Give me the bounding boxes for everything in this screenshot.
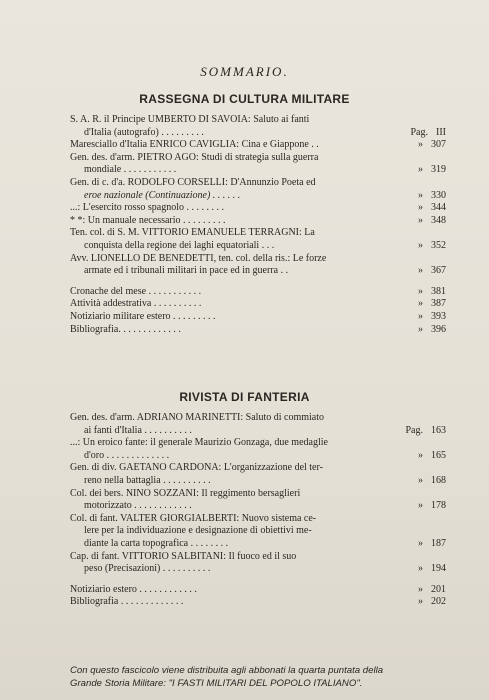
entry-line: Col. dei bers. NINO SOZZANI: Il reggimento bersaglieri: [70, 487, 301, 499]
toc-entry: [70, 596, 446, 609]
entry-line: ...: L'esercito rosso spagnolo . . . . . . . .: [70, 202, 225, 214]
entry-line: motorizzato . . . . . . . . . . . .: [84, 500, 192, 512]
entry-line: Gen. des. d'arm. ADRIANO MARINETTI: Saluto di commiato: [70, 412, 324, 423]
toc-entry: [70, 462, 446, 487]
entry-line: d'Italia (autografo) . . . . . . . . .: [84, 126, 204, 138]
entry-line: Notiziario estero . . . . . . . . . . . .: [70, 583, 197, 595]
toc-entry: [70, 298, 446, 311]
section-heading-rivista: RIVISTA DI FANTERIA: [179, 390, 310, 404]
entry-line: Bibliografia. . . . . . . . . . . . .: [70, 323, 181, 335]
page-prefix: »: [418, 139, 423, 151]
page-prefix: »: [418, 310, 423, 322]
toc-entry: [70, 437, 446, 462]
page-number: 396: [431, 323, 446, 335]
entry-line: conquista della regione dei laghi equatoriali . . .: [84, 239, 275, 251]
page-number: 202: [431, 596, 446, 608]
page-number: 201: [431, 583, 446, 595]
page-number: 387: [431, 298, 446, 310]
page-prefix: »: [418, 164, 423, 176]
entry-line: Bibliografia . . . . . . . . . . . . .: [70, 596, 184, 608]
page-number: 165: [431, 449, 446, 461]
entry-line: Notiziario militare estero . . . . . . . . .: [70, 310, 216, 322]
entry-line: mondiale . . . . . . . . . . .: [84, 164, 177, 176]
entry-line: ai fanti d'Italia . . . . . . . . . .: [84, 424, 192, 436]
toc-entry: [70, 215, 446, 228]
entry-line: Col. di fant. VALTER GIORGIALBERTI: Nuovo sistema ce-: [70, 512, 317, 524]
page-prefix: »: [418, 596, 423, 608]
page-prefix: »: [418, 537, 423, 549]
entry-line: Ten. col. di S. M. VITTORIO EMANUELE TERRAGNI: La: [70, 227, 315, 239]
page-prefix: Pag.: [405, 424, 423, 436]
page-number: 348: [431, 214, 446, 226]
toc-entry: [70, 227, 446, 252]
page-prefix: »: [418, 500, 423, 512]
entry-line: Gen. des. d'arm. PIETRO AGO: Studi di strategia sulla guerra: [70, 151, 319, 163]
page-prefix: »: [418, 265, 423, 277]
toc-entry: [70, 139, 446, 152]
page-number: 352: [431, 239, 446, 251]
page-number: 344: [431, 202, 446, 214]
entry-line: diante la carta topografica . . . . . . . .: [84, 537, 229, 549]
page-number: 367: [431, 265, 446, 277]
notice-line: Grande Storia Militare: "I FASTI MILITARI DEL POPOLO ITALIANO".: [70, 678, 363, 689]
distribution-notice: [70, 664, 450, 690]
page-prefix: »: [418, 298, 423, 310]
entry-line: d'oro . . . . . . . . . . . . .: [84, 449, 170, 461]
page-prefix: »: [418, 323, 423, 335]
toc-entry: [70, 202, 446, 215]
toc-entry: [70, 488, 446, 513]
entry-line: S. A. R. il Principe UMBERTO DI SAVOIA: Saluto ai fanti: [70, 114, 310, 125]
section-heading-rassegna: RASSEGNA DI CULTURA MILITARE: [139, 92, 350, 106]
entry-line: Gen. di c. d'a. RODOLFO CORSELLI: D'Annunzio Poeta ed: [70, 176, 316, 188]
toc-rivista: [70, 412, 446, 609]
entry-line: Gen. di div. GAETANO CARDONA: L'organizzazione del ter-: [70, 462, 323, 474]
page-number: 307: [431, 139, 446, 151]
toc-entry: [70, 177, 446, 202]
toc-entry: [70, 551, 446, 576]
page-title: SOMMARIO.: [200, 64, 289, 79]
page-number: 319: [431, 164, 446, 176]
page-prefix: »: [418, 239, 423, 251]
toc-rassegna: [70, 114, 446, 336]
page-prefix: »: [418, 285, 423, 297]
page-number: 163: [431, 424, 446, 436]
toc-entry: [70, 311, 446, 324]
page-prefix: »: [418, 474, 423, 486]
entry-line: eroe nazionale (Continuazione) . . . . . .: [84, 189, 241, 201]
page-prefix: »: [418, 202, 423, 214]
entry-line: armate ed i tribunali militari in pace ed in guerra . .: [84, 265, 289, 277]
page-number: 168: [431, 474, 446, 486]
toc-entry: [70, 152, 446, 177]
page-number: 187: [431, 537, 446, 549]
toc-entry: [70, 412, 446, 437]
entry-line: Attività addestrativa . . . . . . . . . .: [70, 298, 202, 310]
entry-line: reno nella battaglia . . . . . . . . . .: [84, 474, 211, 486]
entry-line: Avv. LIONELLO DE BENEDETTI, ten. col. della ris.: Le forze: [70, 252, 327, 264]
entry-line: lere per la individuazione e designazione di obiettivi me-: [84, 525, 312, 537]
page-prefix: Pag.: [410, 126, 428, 138]
entry-line: Cronache del mese . . . . . . . . . . .: [70, 285, 202, 297]
entry-line: Cap. di fant. VITTORIO SALBITANI: Il fuoco ed il suo: [70, 550, 297, 562]
page-number: 178: [431, 500, 446, 512]
page-number: 194: [431, 563, 446, 575]
page-prefix: »: [418, 583, 423, 595]
toc-entry: [70, 114, 446, 139]
entry-line: peso (Precisazioni) . . . . . . . . . .: [84, 563, 211, 575]
toc-entry: [70, 324, 446, 337]
page-prefix: »: [418, 189, 423, 201]
entry-line: * *: Un manuale necessario . . . . . . . . .: [70, 214, 226, 226]
toc-entry: [70, 584, 446, 597]
toc-entry: [70, 286, 446, 299]
page-number: 393: [431, 310, 446, 322]
notice-line: Con questo fascicolo viene distribuita agli abbonati la quarta puntata della: [70, 665, 384, 676]
entry-line: ...: Un eroico fante: il generale Maurizio Gonzaga, due medaglie: [70, 437, 328, 449]
page-prefix: »: [418, 449, 423, 461]
page-number: 381: [431, 285, 446, 297]
page-number: III: [436, 126, 446, 138]
entry-line: Maresciallo d'Italia ENRICO CAVIGLIA: Cina e Giappone . .: [70, 139, 319, 151]
toc-entry: [70, 253, 446, 278]
page-prefix: »: [418, 563, 423, 575]
toc-entry: [70, 513, 446, 551]
page-number: 330: [431, 189, 446, 201]
page-prefix: »: [418, 214, 423, 226]
